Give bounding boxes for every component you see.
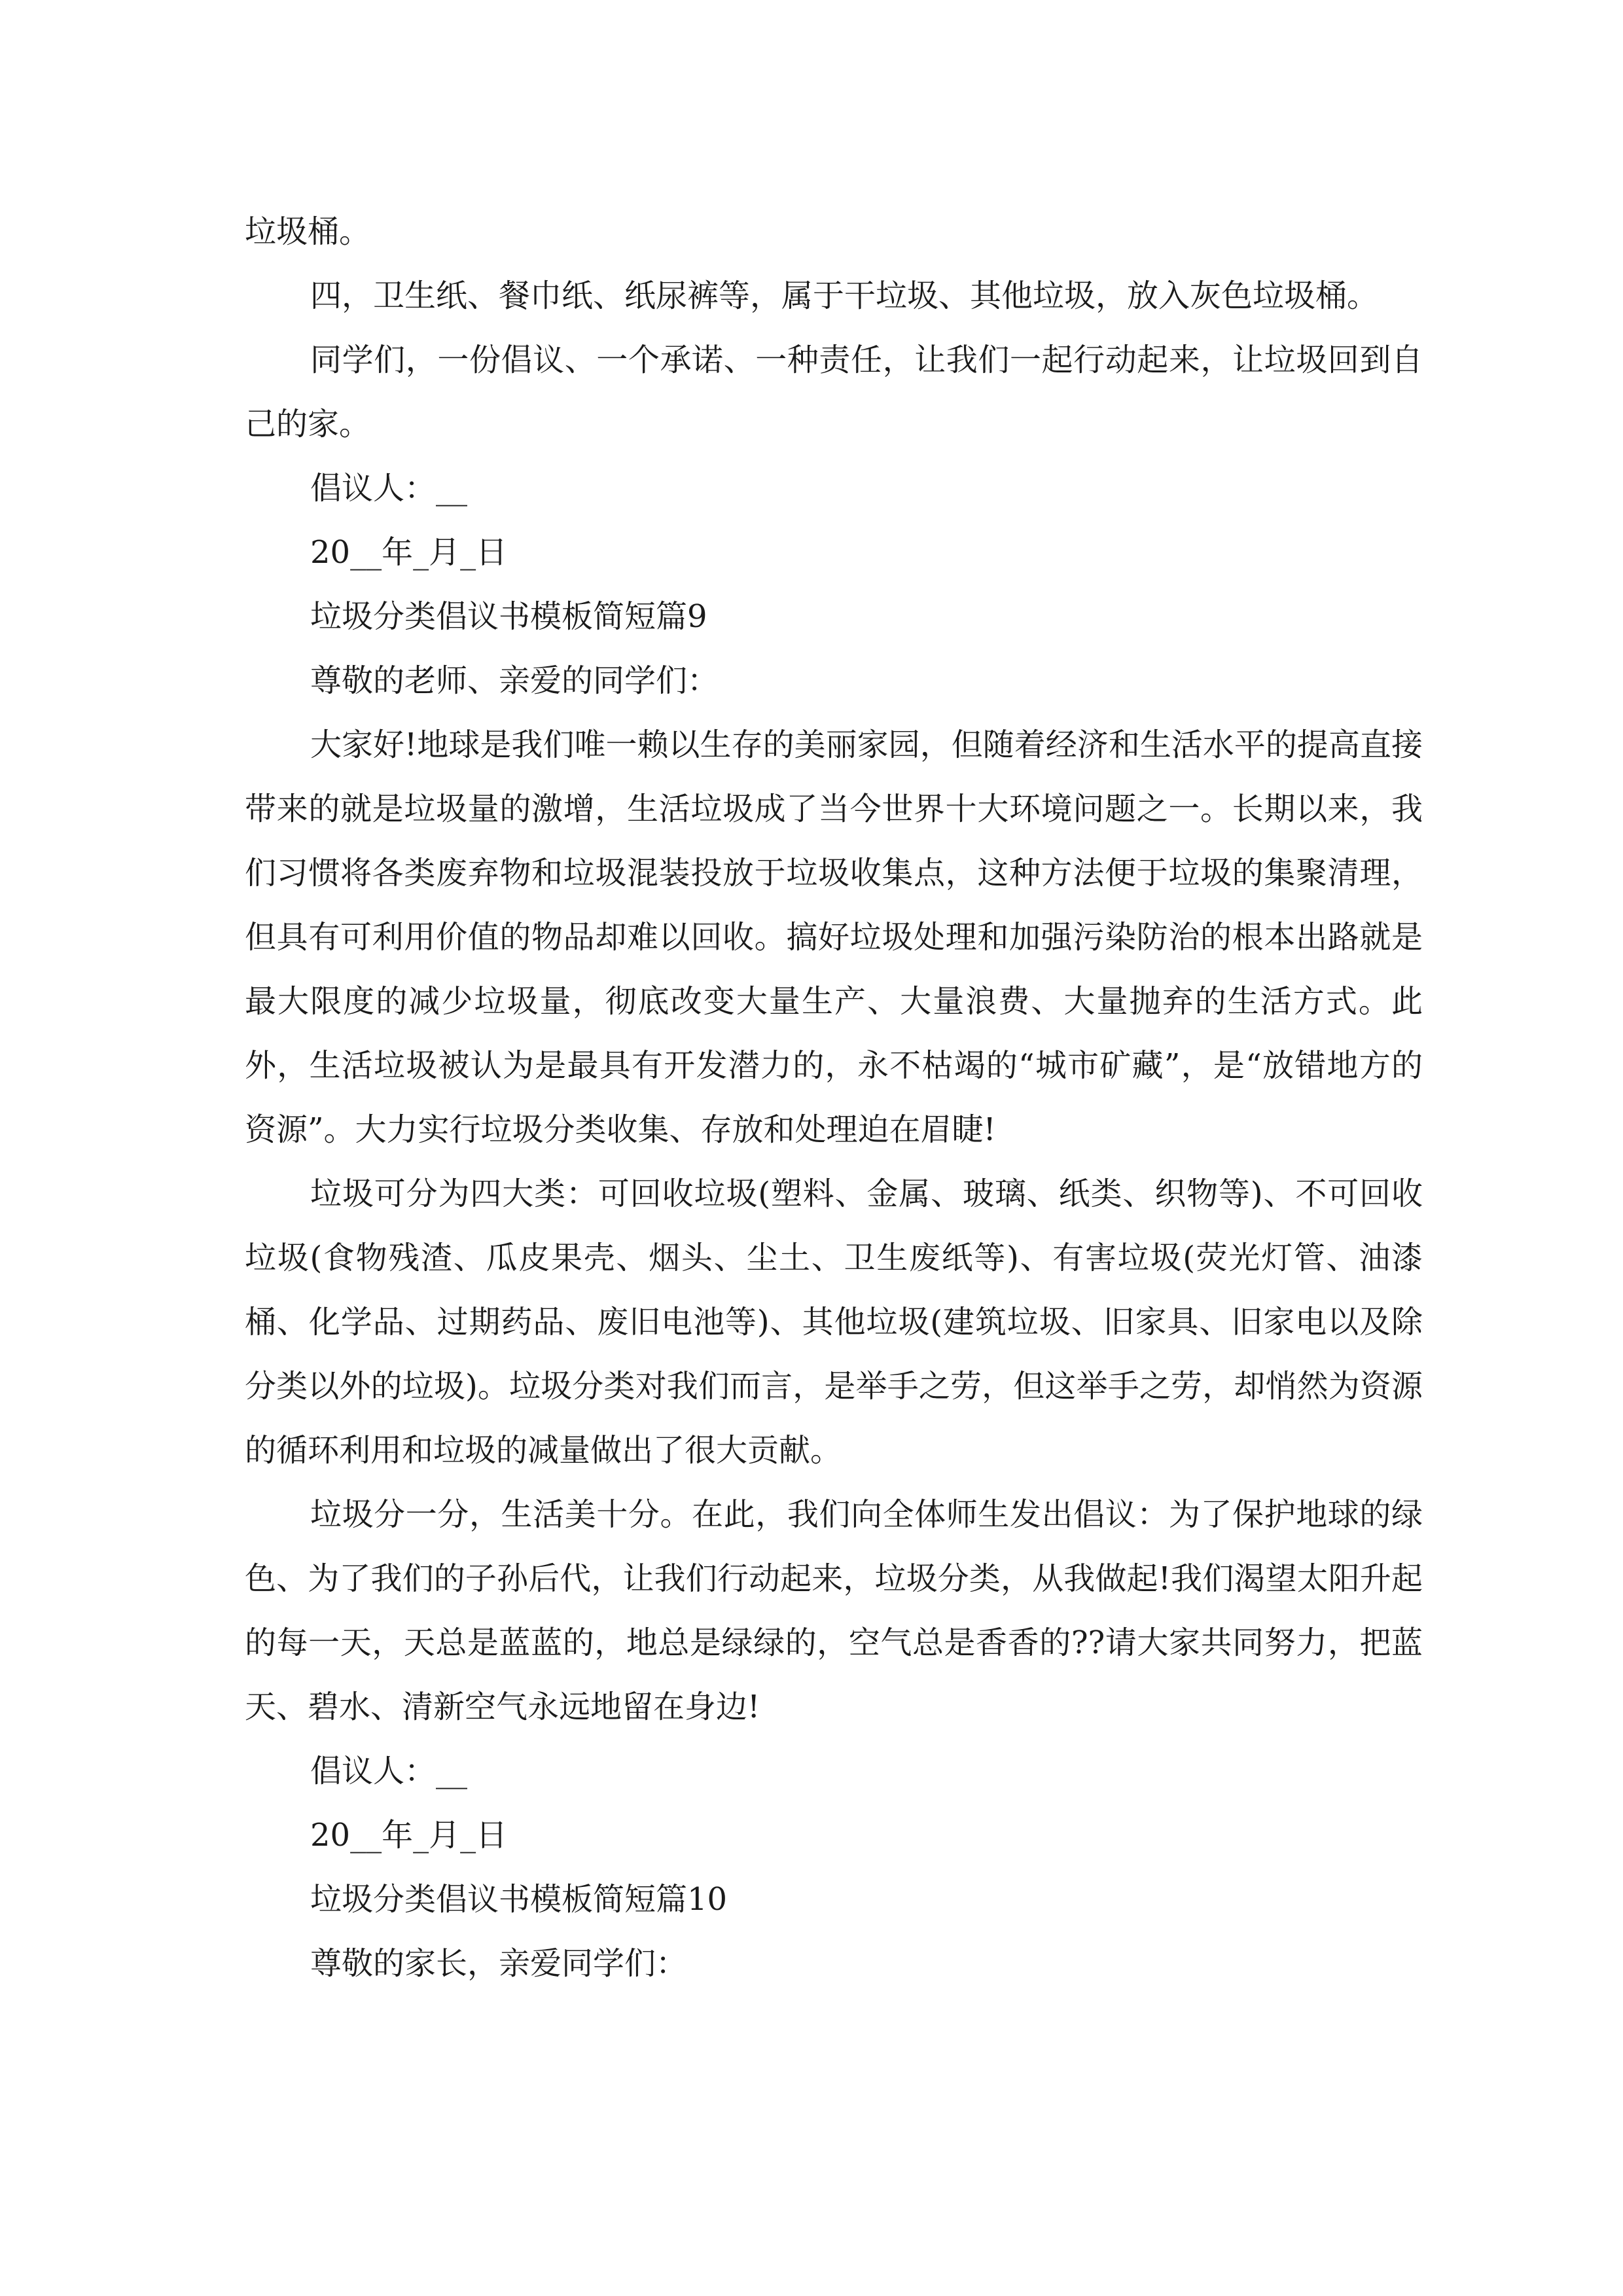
- document-body: [245, 200, 1423, 1996]
- paragraph-closing-appeal: 同学们，一份倡议、一个承诺、一种责任，让我们一起行动起来，让垃圾回到自己的家。: [245, 342, 1423, 442]
- salutation: 尊敬的老师、亲爱的同学们：: [310, 662, 719, 699]
- paragraph-item-four: 四，卫生纸、餐巾纸、纸尿裤等，属于干垃圾、其他垃圾，放入灰色垃圾桶。: [310, 278, 1379, 314]
- signatory-line: 倡议人：__: [310, 470, 468, 507]
- paragraph-categories: 垃圾可分为四大类：可回收垃圾(塑料、金属、玻璃、纸类、织物等)、不可回收垃圾(食物残渣、瓜皮果壳、烟头、尘土、卫生废纸等)、有害垃圾(荧光灯管、油漆桶、化学品、过期药品、废旧电池等)、其他垃圾(建筑垃圾、旧家具、旧家电以及除分类以外的垃圾)。垃圾分类对我们而言，是举手之劳，但这举手之劳，却悄然为资源的循环利用和垃圾的减量做出了很大贡献。: [245, 1175, 1423, 1469]
- paragraph-call-to-action: 垃圾分一分，生活美十分。在此，我们向全体师生发出倡议：为了保护地球的绿色、为了我们的子孙后代，让我们行动起来，垃圾分类，从我做起!我们渴望太阳升起的每一天，天总是蓝蓝的，地总是绿绿的，空气总是香香的??请大家共同努力，把蓝天、碧水、清新空气永远地留在身边!: [245, 1496, 1423, 1725]
- section-title-9: 垃圾分类倡议书模板简短篇9: [310, 598, 707, 635]
- section-title-10: 垃圾分类倡议书模板简短篇10: [310, 1881, 728, 1918]
- paragraph-intro: 大家好!地球是我们唯一赖以生存的美丽家园，但随着经济和生活水平的提高直接带来的就是垃圾量的激增，生活垃圾成了当今世界十大环境问题之一。长期以来，我们习惯将各类废弃物和垃圾混装投放于垃圾收集点，这种方法便于垃圾的集聚清理，但具有可利用价值的物品却难以回收。搞好垃圾处理和加强污染防治的根本出路就是最大限度的减少垃圾量，彻底改变大量生产、大量浪费、大量抛弃的生活方式。此外，生活垃圾被认为是最具有开发潜力的，永不枯竭的“城市矿藏”，是“放错地方的资源”。大力实行垃圾分类收集、存放和处理迫在眉睫!: [245, 726, 1423, 1148]
- paragraph-continuation: 垃圾桶。: [245, 213, 371, 250]
- date-line: 20__年_月_日: [310, 1817, 508, 1854]
- date-line: 20__年_月_日: [310, 534, 508, 571]
- salutation: 尊敬的家长，亲爱同学们：: [310, 1945, 688, 1982]
- signatory-line: 倡议人：__: [310, 1753, 468, 1789]
